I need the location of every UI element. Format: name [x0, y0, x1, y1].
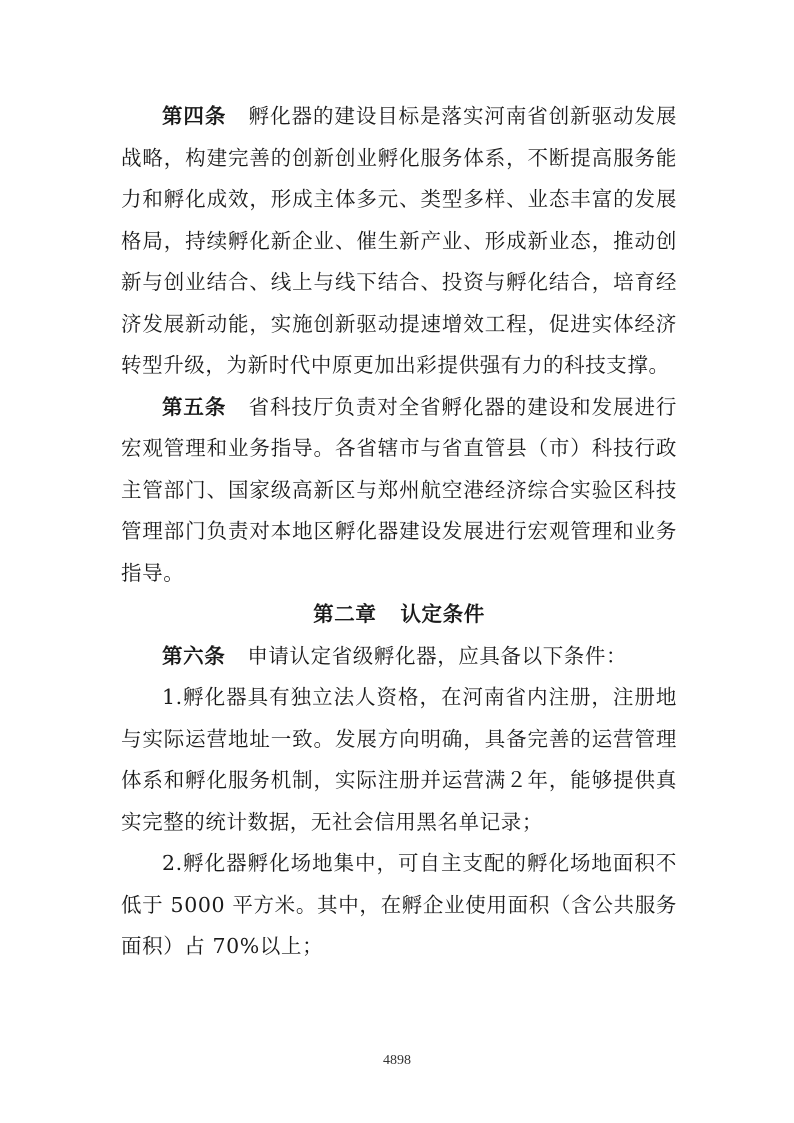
- article-6-item-1: 1.孵化器具有独立法人资格，在河南省内注册，注册地与实际运营地址一致。发展方向明确，具备完善的运营管理体系和孵化服务机制，实际注册并运营满２年，能够提供真实完整的统计数据，无社会信用黑名单记录；: [121, 685, 677, 834]
- chapter-title: 认定条件: [400, 602, 485, 626]
- chapter-heading: [121, 594, 677, 636]
- article-5-heading: 第五条: [162, 394, 227, 419]
- article-5-paragraph: [121, 387, 677, 595]
- article-4-paragraph: [121, 96, 677, 387]
- article-6-text: 申请认定省级孵化器，应具备以下条件：: [247, 643, 628, 668]
- article-6-item-2: 2.孵化器孵化场地集中，可自主支配的孵化场地面积不低于 5000 平方米。其中，在孵企业使用面积（含公共服务面积）占 70%以上；: [121, 851, 677, 958]
- article-6-paragraph: [121, 636, 677, 678]
- page-number: 4898: [383, 1053, 411, 1068]
- document-body: [121, 96, 677, 968]
- article-4-heading: 第四条: [162, 104, 227, 128]
- chapter-number: 第二章: [313, 602, 377, 626]
- article-4-text: 孵化器的建设目标是落实河南省创新驱动发展战略，构建完善的创新创业孵化服务体系，不断提高服务能力和孵化成效，形成主体多元、类型多样、业态丰富的发展格局，持续孵化新企业、催生新产业、形成新业态，推动创新与创业结合、线上与线下结合、投资与孵化结合，培育经济发展新动能，实施创新驱动提速增效工程，促进实体经济转型升级，为新时代中原更加出彩提供强有力的科技支撑。: [121, 104, 677, 377]
- article-6-heading: 第六条: [162, 643, 226, 668]
- article-5-text: 省科技厅负责对全省孵化器的建设和发展进行宏观管理和业务指导。各省辖市与省直管县（市）科技行政主管部门、国家级高新区与郑州航空港经济综合实验区科技管理部门负责对本地区孵化器建设发展进行宏观管理和业务指导。: [121, 394, 677, 585]
